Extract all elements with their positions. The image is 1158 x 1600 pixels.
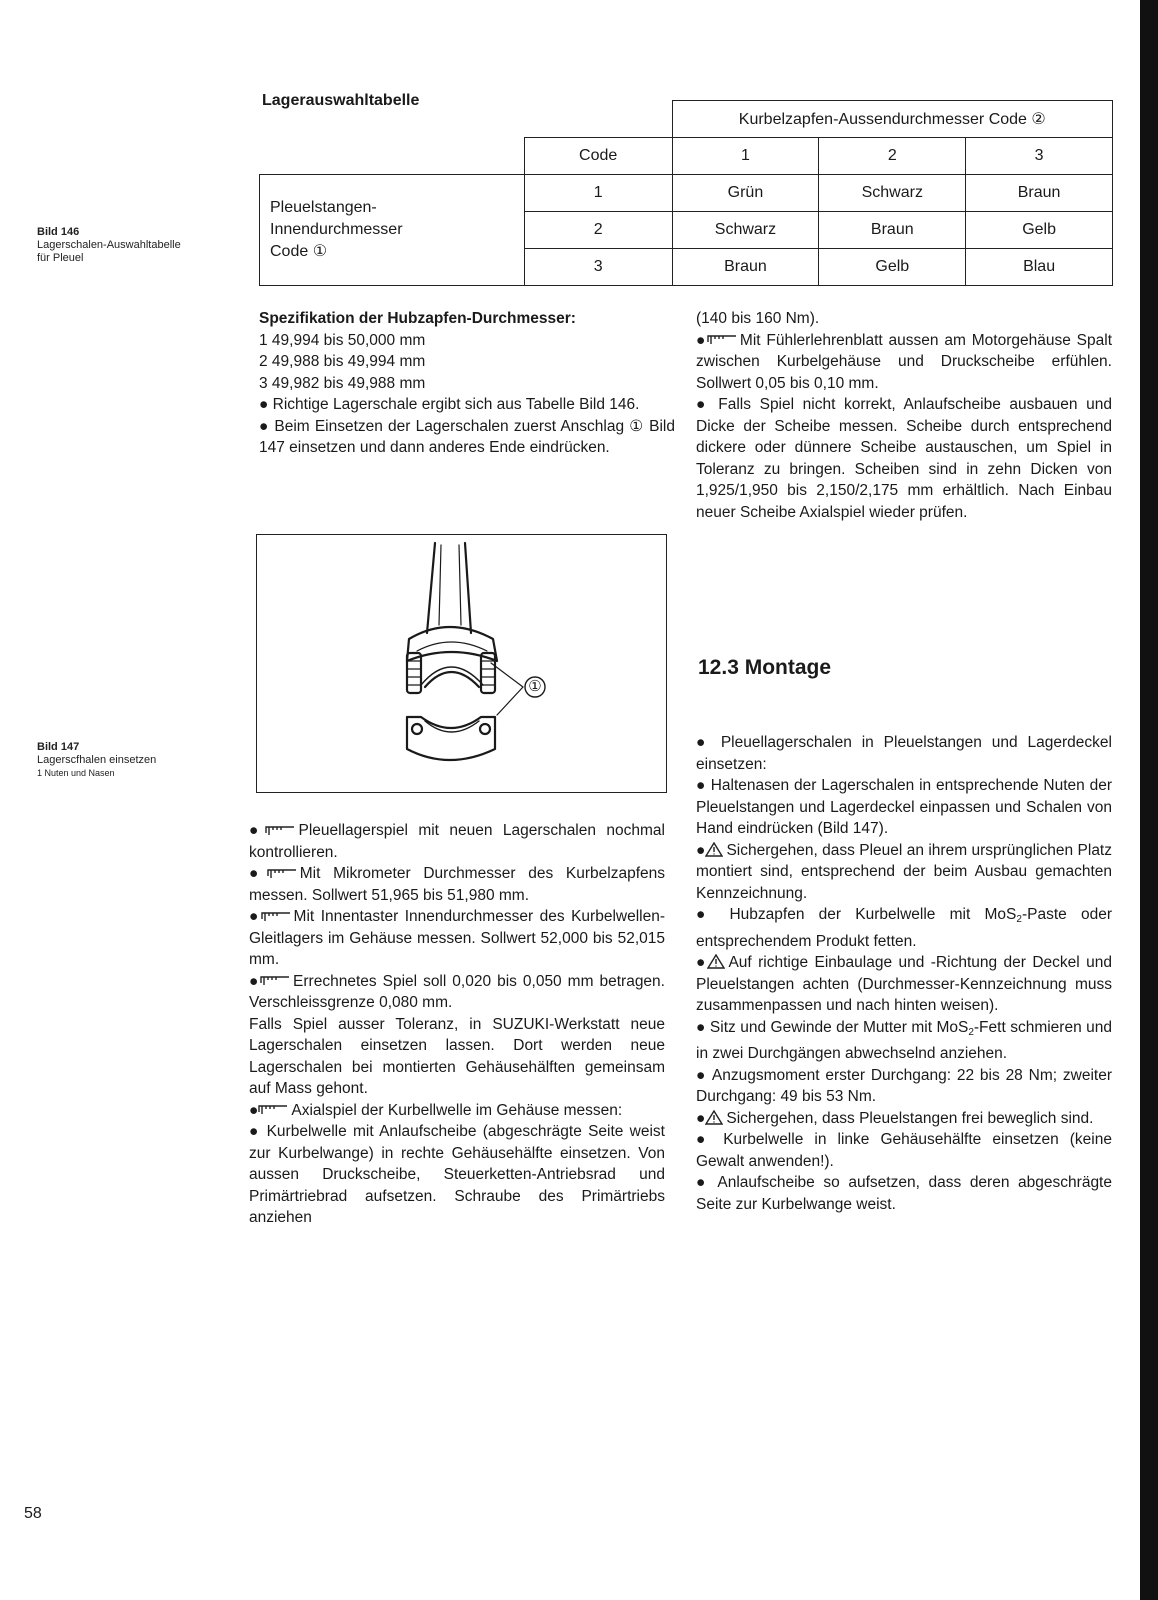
- paragraph: Axialspiel der Kurbellwelle im Gehäuse messen:: [291, 1101, 623, 1119]
- right-column-montage: ● Pleuellagerschalen in Pleuelstangen und Lagerdeckel einsetzen: ● Haltenasen der Lagerschalen in entsprechende Nuten der Pleuelstangen und Lagerdeckel einpassen und Schalen von Hand eindrücken (Bild 147). ● Sichergehen, dass Pleuel an ihrem ursprünglichen Platz montiert sind, entsprechend der beim Ausbau gemachten Kennzeichnung. ● Hubzapfen der Kurbelwelle mit MoS$_2$-Paste oder entsprechendem Produkt fetten. ● Auf richtige Einbaulage und -Richtung der Deckel und Pleuelstangen achten (Durchmesser-Kennzeichnung muss zusammenpassen und nach hinten weisen). ● Sitz und Gewinde der Mutter mit MoS$_2$-Fett schmieren und in zwei Durchgängen abwechselnd anziehen. ● Anzugsmoment erster Durchgang: 22 bis 28 Nm; zweiter Durchgang: 49 bis 53 Nm. ● Sichergehen, dass Pleuelstangen frei beweglich sind. ● Kurbelwelle in linke Gehäusehälfte einsetzen (keine Gewalt anwenden!). ● Anlaufscheibe so aufsetzen, dass deren abgeschrägte Seite zur Kurbelwange weist.: [696, 732, 1112, 1215]
- figure-147: [256, 534, 667, 793]
- scan-edge: [1140, 0, 1158, 1600]
- spec-line: 1 49,994 bis 50,000 mm: [259, 331, 426, 349]
- right-column-top: (140 bis 160 Nm). ● Mit Fühlerlehrenblatt aussen am Motorgehäuse Spalt zwischen Kurbelgehäuse und Druckscheibe erfühlen. Sollwert 0,05 bis 0,10 mm. ● Falls Spiel nicht korrekt, Anlaufscheibe ausbauen und Dicke der Scheibe messen. Scheibe durch entsprechend dickere oder dünnere Scheibe austauschen, um Spiel in Toleranz zu bringen. Scheiben sind in zehn Dicken von 1,925/1,950 bis 2,150/2,175 mm erhältlich. Nach Einbau neuer Scheibe Axialspiel wieder prüfen.: [696, 308, 1112, 523]
- subscript: 2: [968, 1026, 974, 1038]
- table-cell: Braun: [672, 249, 819, 286]
- paragraph: ● Falls Spiel nicht korrekt, Anlaufscheibe ausbauen und Dicke der Scheibe messen. Scheibe durch entsprechend dickere oder dünnere Scheibe austauschen, um Spiel in Toleranz zu bringen. Scheiben sind in zehn Dicken von 1,925/1,950 bis 2,150/2,175 mm erhältlich. Nach Einbau neuer Scheibe Axialspiel wieder prüfen.: [696, 396, 1112, 521]
- paragraph: Pleuellagerspiel mit neuen Lagerschalen nochmal kontrollieren.: [249, 822, 665, 861]
- spec-line: 2 49,988 bis 49,994 mm: [259, 353, 426, 370]
- table-col-code: 3: [966, 138, 1113, 175]
- warning-icon: [705, 1110, 723, 1125]
- figure-147-label: Bild 147: [37, 741, 80, 753]
- table-row-code: 2: [524, 212, 672, 249]
- table-cell: Schwarz: [672, 212, 819, 249]
- measuring-tool-icon: [267, 867, 297, 879]
- paragraph: ● Richtige Lagerschale ergibt sich aus Tabelle Bild 146.: [259, 396, 640, 413]
- figure-147-text: Lagerscfhalen einsetzen: [37, 754, 157, 766]
- paragraph: Mit Mikrometer Durchmesser des Kurbelzapfens messen. Sollwert 51,965 bis 51,980 mm.: [249, 865, 665, 904]
- measuring-tool-icon: [265, 824, 295, 836]
- table-row-code: 1: [524, 175, 672, 212]
- paragraph: ● Anlaufscheibe so aufsetzen, dass deren abgeschrägte Seite zur Kurbelwange weist.: [696, 1174, 1112, 1213]
- table-row-code: 3: [524, 249, 672, 286]
- paragraph: Sichergehen, dass Pleuel an ihrem ursprünglichen Platz montiert sind, entsprechend der beim Ausbau gemachten Kennzeichnung.: [696, 841, 1112, 902]
- measuring-tool-icon: [707, 333, 737, 345]
- warning-icon: [707, 954, 725, 969]
- figure-146-text-2: für Pleuel: [37, 252, 84, 264]
- table-cell: Schwarz: [819, 175, 966, 212]
- paragraph: -Fett schmieren und in zwei Durchgängen abwechselnd anziehen.: [696, 1018, 1112, 1062]
- warning-icon: [705, 842, 723, 857]
- table-cell: Braun: [819, 212, 966, 249]
- table-group-header: Kurbelzapfen-Aussendurchmesser Code ②: [672, 101, 1112, 138]
- table-cell: Blau: [966, 249, 1113, 286]
- paragraph: ● Beim Einsetzen der Lagerschalen zuerst Anschlag ① Bild 147 einsetzen und dann anderes Ende eindrücken.: [259, 417, 675, 456]
- figure-146-caption: [37, 226, 227, 265]
- table-cell: Grün: [672, 175, 819, 212]
- paragraph: ● Kurbelwelle in linke Gehäusehälfte einsetzen (keine Gewalt anwenden!).: [696, 1131, 1112, 1170]
- table-cell: Gelb: [819, 249, 966, 286]
- paragraph: Mit Innentaster Innendurchmesser des Kurbelwellen-Gleitlagers im Gehäuse messen. Sollwert 52,000 bis 52,015 mm.: [249, 908, 665, 968]
- table-col-code: 1: [672, 138, 819, 175]
- paragraph: Mit Fühlerlehrenblatt aussen am Motorgehäuse Spalt zwischen Kurbelgehäuse und Druckscheibe erfühlen. Sollwert 0,05 bis 0,10 mm.: [696, 331, 1112, 392]
- figure-146-text: Lagerschalen-Auswahltabelle: [37, 239, 181, 251]
- subscript: 2: [1016, 914, 1022, 925]
- paragraph: Errechnetes Spiel soll 0,020 bis 0,050 mm betragen. Verschleissgrenze 0,080 mm.: [249, 972, 665, 1011]
- table-cell: Braun: [966, 175, 1113, 212]
- measuring-tool-icon: [261, 910, 291, 922]
- paragraph: ● Sitz und Gewinde der Mutter mit MoS: [696, 1018, 969, 1036]
- paragraph: ● Anzugsmoment erster Durchgang: 22 bis 28 Nm; zweiter Durchgang: 49 bis 53 Nm.: [696, 1066, 1112, 1105]
- figure-147-text-2: 1 Nuten und Nasen: [37, 768, 115, 778]
- paragraph: Sichergehen, dass Pleuelstangen frei beweglich sind.: [726, 1109, 1094, 1127]
- paragraph: -Paste oder entsprechendem Produkt fetten.: [696, 906, 1112, 950]
- left-column-bottom: ● Pleuellagerspiel mit neuen Lagerschalen nochmal kontrollieren. ● Mit Mikrometer Durchmesser des Kurbelzapfens messen. Sollwert 51,965 bis 51,980 mm. ● Mit Innentaster Innendurchmesser des Kurbelwellen-Gleitlagers im Gehäuse messen. Sollwert 52,000 bis 52,015 mm. ● Errechnetes Spiel soll 0,020 bis 0,050 mm betragen. Verschleissgrenze 0,080 mm. Falls Spiel ausser Toleranz, in SUZUKI-Werkstatt neue Lagerschalen einsetzen lassen. Dort werden neue Lagerschalen bei montierten Gehäusehälften gemeinsam auf Mass gehont. ● Axialspiel der Kurbellwelle im Gehäuse messen: ● Kurbelwelle mit Anlaufscheibe (abgeschrägte Seite weist zur Kurbelwange) in rechte Gehäusehälfte einsetzen. Von aussen Druckscheibe, Steuerketten-Antriebsrad und Primärtriebrad aufsetzen. Schraube des Primärtriebs anziehen: [249, 820, 665, 1229]
- paragraph: Falls Spiel ausser Toleranz, in SUZUKI-Werkstatt neue Lagerschalen einsetzen lassen. Dort werden neue Lagerschalen bei montierten Gehäusehälften gemeinsam auf Mass gehont.: [249, 1015, 665, 1097]
- paragraph: ● Pleuellagerschalen in Pleuelstangen und Lagerdeckel einsetzen:: [696, 734, 1112, 773]
- paragraph: Auf richtige Einbaulage und -Richtung der Deckel und Pleuelstangen achten (Durchmesser-Kennzeichnung muss zusammenpassen und nach hinten weisen).: [696, 954, 1112, 1014]
- paragraph: (140 bis 160 Nm).: [696, 310, 820, 327]
- table-title: Lagerauswahltabelle: [262, 92, 420, 109]
- figure-147-caption: [37, 741, 227, 780]
- measuring-tool-icon: [260, 974, 290, 986]
- spec-heading: Spezifikation der Hubzapfen-Durchmesser:: [259, 310, 576, 327]
- page-number: 58: [24, 1505, 42, 1522]
- section-title: 12.3 Montage: [698, 656, 832, 679]
- figure-callout: ①: [528, 678, 542, 695]
- connecting-rod-illustration: [257, 535, 665, 791]
- table-col-code: 2: [819, 138, 966, 175]
- table-cell: Gelb: [966, 212, 1113, 249]
- figure-146-label: Bild 146: [37, 226, 80, 238]
- left-column-top: [259, 308, 675, 459]
- table-code-header: Code: [524, 138, 672, 175]
- bearing-selection-table: [259, 100, 1113, 286]
- paragraph: ● Haltenasen der Lagerschalen in entsprechende Nuten der Pleuelstangen und Lagerdeckel einpassen und Schalen von Hand eindrücken (Bild 147).: [696, 777, 1112, 837]
- measuring-tool-icon: [258, 1103, 288, 1115]
- paragraph: ● Hubzapfen der Kurbelwelle mit MoS: [696, 906, 1017, 923]
- spec-line: 3 49,982 bis 49,988 mm: [259, 374, 426, 392]
- paragraph: ● Kurbelwelle mit Anlaufscheibe (abgeschrägte Seite weist zur Kurbelwange) in rechte Gehäusehälfte einsetzen. Von aussen Druckscheibe, Steuerketten-Antriebsrad und Primärtriebrad aufsetzen. Schraube des Primärtriebs anziehen: [249, 1123, 665, 1226]
- table-row-header: Pleuelstangen- Innendurchmesser Code ①: [260, 175, 525, 286]
